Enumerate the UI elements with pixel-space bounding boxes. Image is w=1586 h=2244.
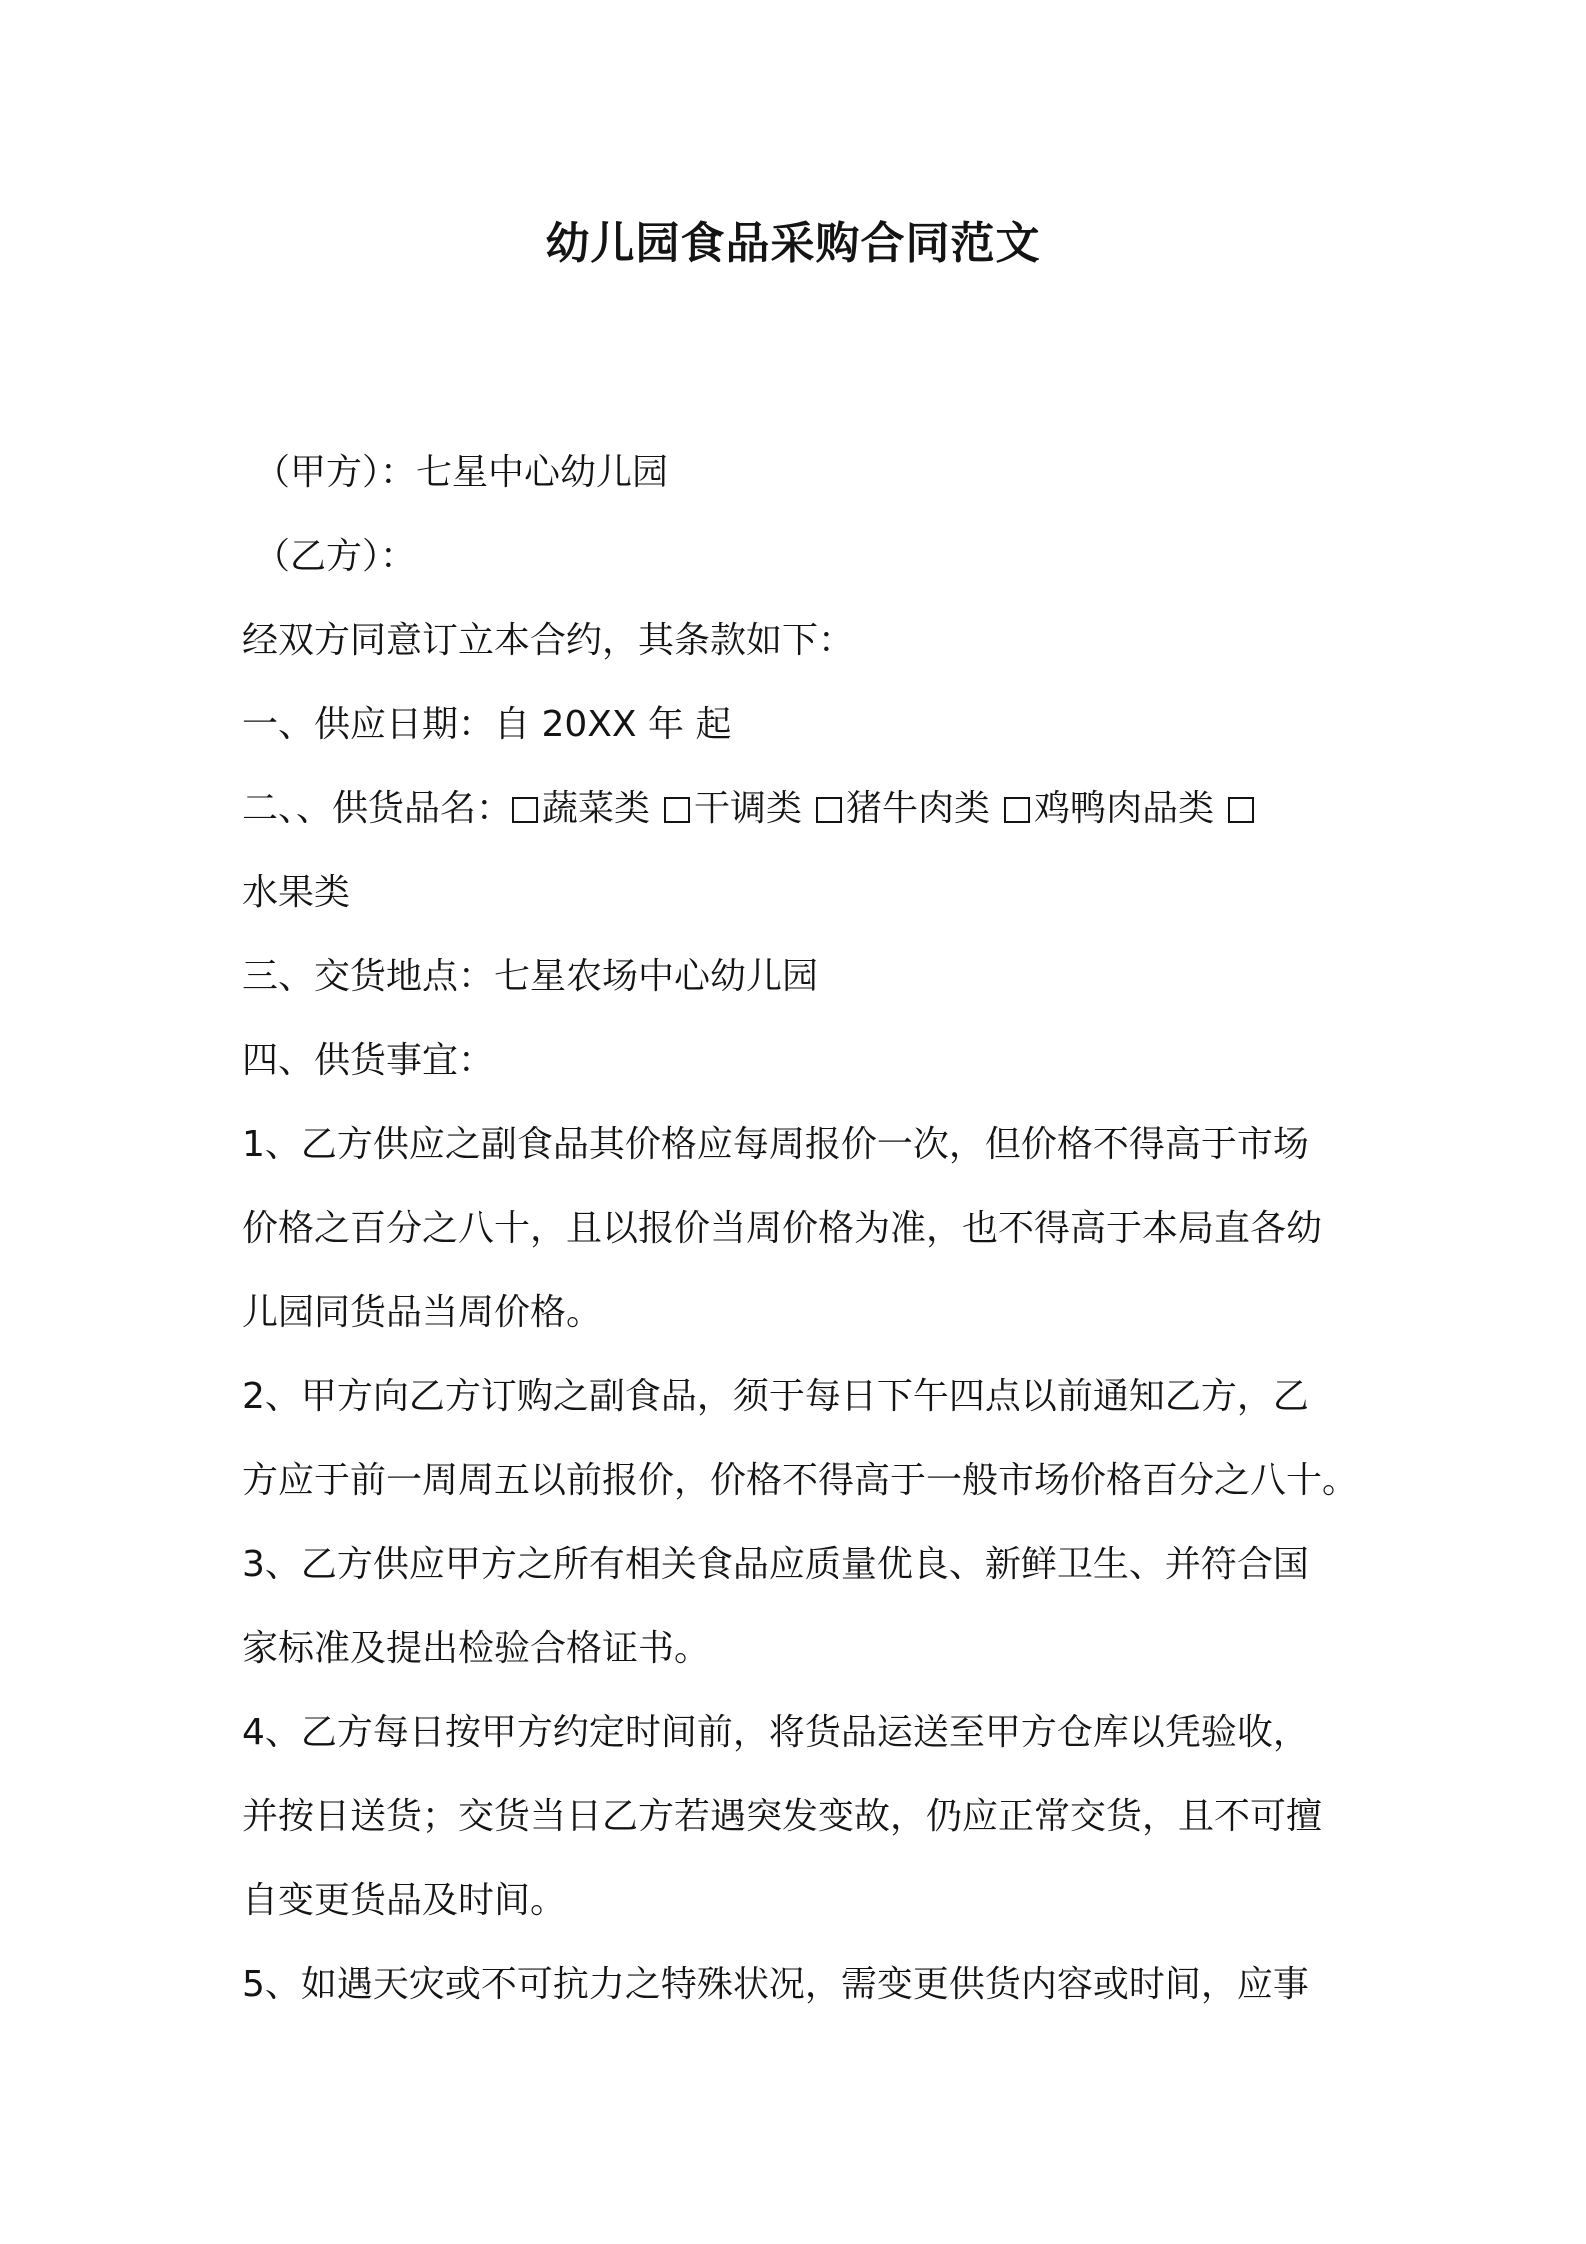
party-a-line: （甲方）：七星中心幼儿园 (254, 452, 669, 493)
delivery-location-line: 三、交货地点：七星农场中心幼儿园 (242, 956, 819, 997)
clause-1-line-1: 1、乙方供应之副食品其价格应每周报价一次，但价格不得高于市场 (242, 1124, 1309, 1165)
clause-3-line-1: 3、乙方供应甲方之所有相关食品应质量优良、新鲜卫生、并符合国 (242, 1544, 1309, 1585)
goods-option-label: 鸡鸭肉品类 (1034, 788, 1215, 829)
clause-1-line-3: 儿园同货品当周价格。 (242, 1292, 603, 1333)
document-title: 幼儿园食品采购合同范文 (545, 218, 1041, 269)
goods-option-pork-beef (816, 784, 990, 834)
checkbox-icon (512, 797, 538, 823)
clause-4-line-1: 4、乙方每日按甲方约定时间前，将货品运送至甲方仓库以凭验收， (242, 1712, 1309, 1753)
goods-fruit-line: 水果类 (242, 872, 351, 913)
goods-option-dry-seasoning (664, 784, 802, 834)
checkbox-icon (1228, 797, 1254, 823)
clause-3-line-2: 家标准及提出检验合格证书。 (242, 1628, 711, 1669)
goods-name-line (242, 784, 1258, 834)
goods-option-vegetables (512, 784, 650, 834)
clause-5-line-1: 5、如遇天灾或不可抗力之特殊状况，需变更供货内容或时间，应事 (242, 1964, 1309, 2005)
clause-4-line-3: 自变更货品及时间。 (242, 1880, 567, 1921)
goods-option-label: 干调类 (694, 788, 803, 829)
checkbox-icon (816, 797, 842, 823)
goods-name-label: 二、、供货品名： (242, 788, 513, 829)
clause-4-line-2: 并按日送货；交货当日乙方若遇突发变故，仍应正常交货，且不可擅 (242, 1796, 1323, 1837)
clause-2-line-1: 2、甲方向乙方订购之副食品，须于每日下午四点以前通知乙方，乙 (242, 1376, 1309, 1417)
clause-1-line-2: 价格之百分之八十，且以报价当周价格为准，也不得高于本局直各幼 (242, 1208, 1323, 1249)
goods-option-label: 猪牛肉类 (846, 788, 991, 829)
supply-date-line: 一、供应日期：自 20XX 年 起 (242, 704, 732, 745)
clause-2-line-2: 方应于前一周周五以前报价，价格不得高于一般市场价格百分之八十。 (242, 1460, 1359, 1501)
goods-option-poultry (1004, 784, 1214, 834)
party-b-line: （乙方）： (254, 536, 417, 577)
checkbox-icon (1004, 797, 1030, 823)
intro-line: 经双方同意订立本合约，其条款如下： (242, 620, 855, 661)
checkbox-icon (664, 797, 690, 823)
supply-matters-heading: 四、供货事宜： (242, 1040, 495, 1081)
goods-option-label: 蔬菜类 (542, 788, 651, 829)
